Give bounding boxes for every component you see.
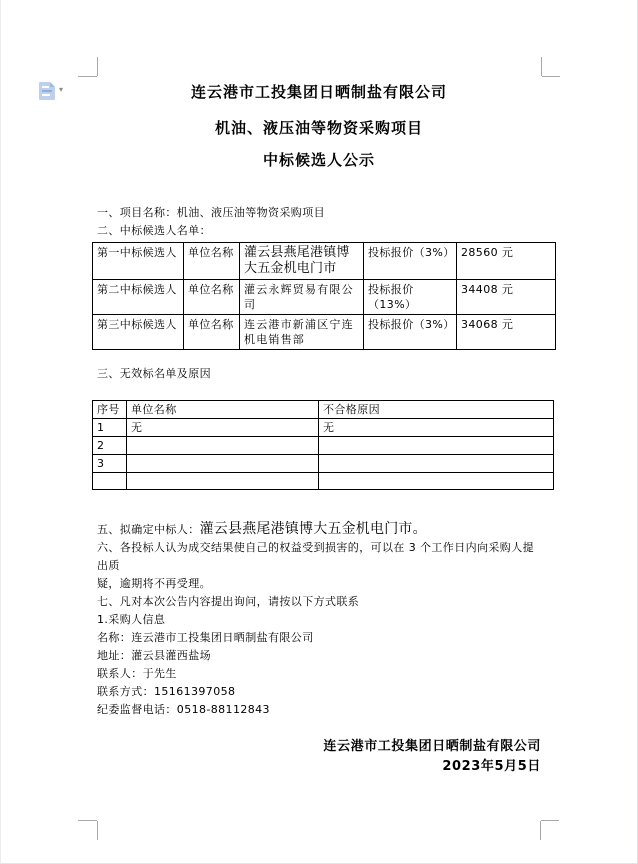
- crop-mark-bottom-left-v: [97, 821, 98, 840]
- cell-reason: [319, 437, 554, 455]
- section-winner: [97, 520, 541, 539]
- section-inquiry: 七、凡对本次公告内容提出询问，请按以下方式联系: [97, 595, 360, 608]
- col-header-reason: 不合格原因: [319, 401, 554, 419]
- buyer-name: 名称：连云港市工投集团日晒制盐有限公司: [97, 631, 314, 644]
- cell-index: [93, 473, 127, 490]
- cell-unit: [127, 455, 319, 473]
- chevron-down-icon[interactable]: ▾: [59, 85, 64, 94]
- bid-label: 投标报价（3%）: [364, 243, 457, 280]
- winner-name: 灌云县燕尾港镇博大五金机电门市。: [199, 521, 427, 537]
- bid-value: 28560 元: [457, 243, 556, 280]
- candidate-company: 灌云县燕尾港镇博大五金机电门市: [240, 243, 364, 280]
- crop-mark-top-left-v: [97, 57, 98, 76]
- col-header-index: 序号: [93, 401, 127, 419]
- crop-mark-top-right-v: [541, 57, 542, 76]
- cell-unit: [127, 473, 319, 490]
- cell-reason: [319, 455, 554, 473]
- doc-title-company: 连云港市工投集团日晒制盐有限公司: [190, 83, 447, 101]
- unit-name-label: 单位名称: [184, 243, 240, 280]
- section-invalid-heading: 三、无效标名单及原因: [97, 367, 211, 380]
- signature-company: 连云港市工投集团日晒制盐有限公司: [323, 739, 541, 754]
- invalid-bids-table: [92, 400, 554, 490]
- doc-title-notice: 中标候选人公示: [262, 151, 375, 169]
- crop-mark-bottom-right-h: [541, 820, 559, 821]
- doc-title-project: 机油、液压油等物资采购项目: [214, 119, 423, 137]
- buyer-info-heading: 1.采购人信息: [97, 613, 166, 626]
- document-body: [97, 76, 541, 777]
- candidate-rank: 第二中标候选人: [93, 280, 184, 315]
- cell-index: 3: [93, 455, 127, 473]
- cell-index: 1: [93, 419, 127, 437]
- buyer-address: 地址：灌云县灌西盐场: [97, 649, 211, 662]
- paste-options-button[interactable]: [39, 82, 73, 104]
- crop-mark-top-right-h: [542, 76, 560, 77]
- bid-label: 投标报价（3%）: [364, 315, 457, 350]
- table-header-row: [93, 401, 554, 419]
- candidate-rank: 第一中标候选人: [93, 243, 184, 280]
- table-row: [93, 419, 554, 437]
- signature-block: [97, 737, 541, 777]
- candidate-company: 连云港市新浦区宁连机电销售部: [240, 315, 364, 350]
- cell-reason: 无: [319, 419, 554, 437]
- bid-label: 投标报价（13%）: [364, 280, 457, 315]
- buyer-contact-person: 联系人：于先生: [97, 667, 177, 680]
- cell-unit: 无: [127, 419, 319, 437]
- section-project-name: 一、项目名称：机油、液压油等物资采购项目: [97, 206, 325, 219]
- candidate-company: 灌云永辉贸易有限公司: [240, 280, 364, 315]
- unit-name-label: 单位名称: [184, 280, 240, 315]
- buyer-contact-phone: 联系方式：15161397058: [97, 685, 236, 698]
- table-row: [93, 455, 554, 473]
- table-row: [93, 280, 556, 315]
- table-row: [93, 473, 554, 490]
- signature-date: 2023年5月5日: [442, 759, 541, 774]
- crop-mark-top-left-h: [78, 76, 97, 77]
- section-objection-line1: 六、各投标人认为成交结果使自己的权益受到损害的，可以在 3 个工作日内向采购人提出质: [97, 541, 534, 572]
- col-header-unit: 单位名称: [127, 401, 319, 419]
- table-row: [93, 437, 554, 455]
- cell-reason: [319, 473, 554, 490]
- section-objection-line2: 疑，逾期将不再受理。: [97, 577, 211, 590]
- candidates-table: [92, 242, 556, 350]
- cell-unit: [127, 437, 319, 455]
- candidate-rank: 第三中标候选人: [93, 315, 184, 350]
- table-row: [93, 243, 556, 280]
- bid-value: 34408 元: [457, 280, 556, 315]
- bid-value: 34068 元: [457, 315, 556, 350]
- paste-clipboard-icon: [39, 82, 55, 100]
- crop-mark-bottom-right-v: [540, 821, 541, 840]
- table-row: [93, 315, 556, 350]
- cell-index: 2: [93, 437, 127, 455]
- supervision-phone: 纪委监督电话：0518-88112843: [97, 703, 270, 716]
- winner-prefix: 五、拟确定中标人：: [97, 523, 200, 536]
- section-candidates-heading: 二、中标候选人名单：: [97, 224, 211, 237]
- unit-name-label: 单位名称: [184, 315, 240, 350]
- crop-mark-bottom-left-h: [78, 820, 97, 821]
